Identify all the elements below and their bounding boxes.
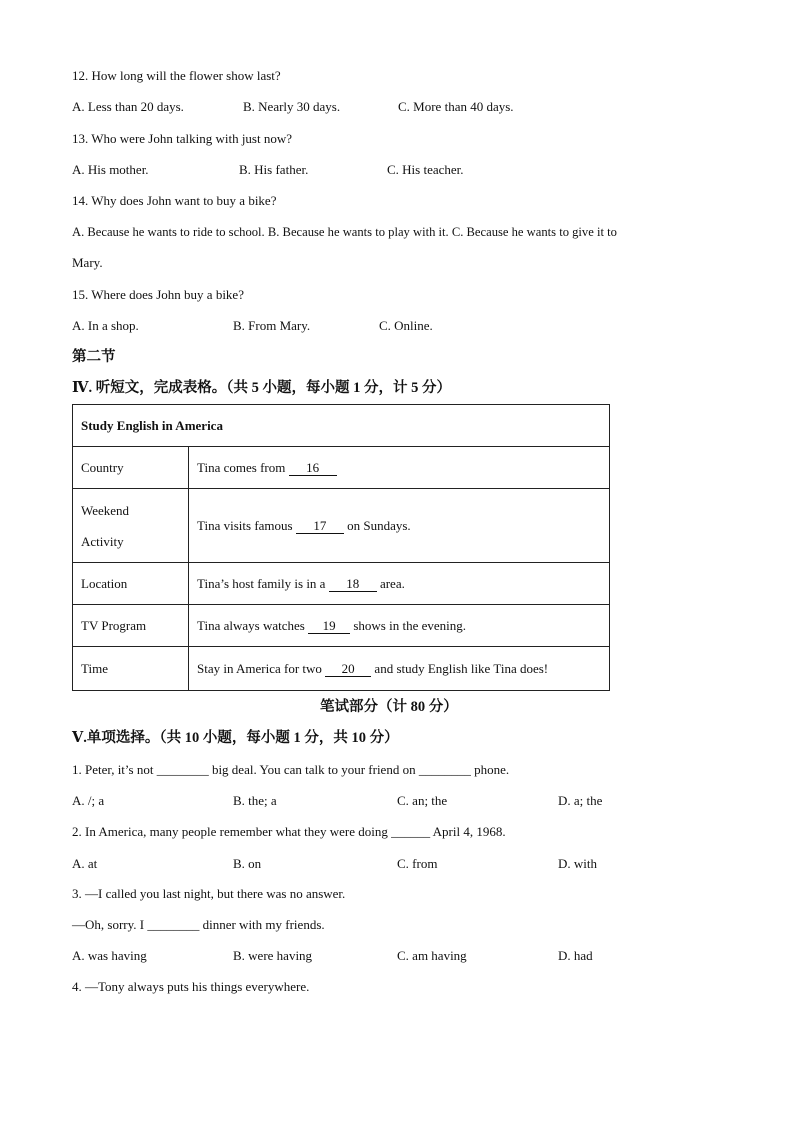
- question-15: 15. Where does John buy a bike?: [72, 287, 244, 302]
- row-label: Country: [73, 447, 189, 489]
- mcq-question-3-line-2: —Oh, sorry. I ________ dinner with my friends.: [72, 917, 325, 932]
- row-content: Tina always watches 19 shows in the evening.: [189, 605, 610, 647]
- q13-option-c: C. His teacher.: [387, 162, 464, 177]
- mcq-question-4: 4. —Tony always puts his things everywhere.: [72, 979, 310, 994]
- mcq3-option-b: B. were having: [233, 948, 313, 963]
- mcq2-option-b: B. on: [233, 856, 262, 871]
- mcq1-option-c: C. an; the: [397, 793, 448, 808]
- q14-options-continued: Mary.: [72, 255, 103, 270]
- answer-blank-18[interactable]: 18: [329, 577, 377, 592]
- mcq1-option-d: D. a; the: [558, 793, 603, 808]
- q12-option-c: C. More than 40 days.: [398, 99, 514, 114]
- table-row: [73, 563, 610, 605]
- answer-blank-16[interactable]: 16: [289, 461, 337, 476]
- mcq3-option-d: D. had: [558, 948, 593, 963]
- question-13: 13. Who were John talking with just now?: [72, 131, 293, 146]
- section-2-title: 第二节: [72, 349, 116, 365]
- mcq2-option-a: A. at: [72, 856, 98, 871]
- part-5-title: Ⅴ.单项选择。（共 10 小题，每小题 1 分，共 10 分）: [72, 730, 399, 746]
- q13-option-b: B. His father.: [239, 162, 309, 177]
- answer-blank-20[interactable]: 20: [325, 662, 371, 677]
- answer-blank-17[interactable]: 17: [296, 519, 344, 534]
- q14-options: A. Because he wants to ride to school. B. Because he wants to play with it. C. Because he wants to give it to: [72, 225, 617, 239]
- mcq-question-2: 2. In America, many people remember what they were doing ______ April 4, 1968.: [72, 824, 506, 839]
- row-label: Weekend Activity: [73, 489, 189, 563]
- q13-option-a: A. His mother.: [72, 162, 149, 177]
- q15-option-a: A. In a shop.: [72, 318, 139, 333]
- row-content: Tina visits famous 17 on Sundays.: [189, 489, 610, 563]
- mcq1-option-b: B. the; a: [233, 793, 277, 808]
- q12-option-a: A. Less than 20 days.: [72, 99, 184, 114]
- table-row: [73, 447, 610, 489]
- row-content: Stay in America for two 20 and study English like Tina does!: [189, 647, 610, 691]
- row-content: Tina’s host family is in a 18 area.: [189, 563, 610, 605]
- row-label: Location: [73, 563, 189, 605]
- study-english-table: [72, 404, 610, 691]
- q15-option-b: B. From Mary.: [233, 318, 311, 333]
- mcq1-option-a: A. /; a: [72, 793, 105, 808]
- table-title: Study English in America: [73, 405, 610, 447]
- row-content: Tina comes from 16: [189, 447, 610, 489]
- mcq3-option-a: A. was having: [72, 948, 147, 963]
- question-14: 14. Why does John want to buy a bike?: [72, 193, 277, 208]
- mcq-question-1: 1. Peter, it’s not ________ big deal. You can talk to your friend on ________ phone.: [72, 762, 510, 777]
- part-4-title: Ⅳ. 听短文，完成表格。（共 5 小题，每小题 1 分，计 5 分）: [72, 380, 451, 396]
- mcq-question-3: 3. —I called you last night, but there was no answer.: [72, 886, 346, 901]
- row-label: Time: [73, 647, 189, 691]
- table-row: [73, 489, 610, 563]
- mcq3-option-c: C. am having: [397, 948, 467, 963]
- row-label: TV Program: [73, 605, 189, 647]
- table-row: [73, 647, 610, 691]
- q15-option-c: C. Online.: [379, 318, 433, 333]
- table-row: [73, 605, 610, 647]
- written-part-title: 笔试部分（计 80 分）: [320, 699, 458, 715]
- mcq2-option-c: C. from: [397, 856, 438, 871]
- q12-option-b: B. Nearly 30 days.: [243, 99, 341, 114]
- question-12: 12. How long will the flower show last?: [72, 68, 281, 83]
- answer-blank-19[interactable]: 19: [308, 619, 350, 634]
- mcq2-option-d: D. with: [558, 856, 597, 871]
